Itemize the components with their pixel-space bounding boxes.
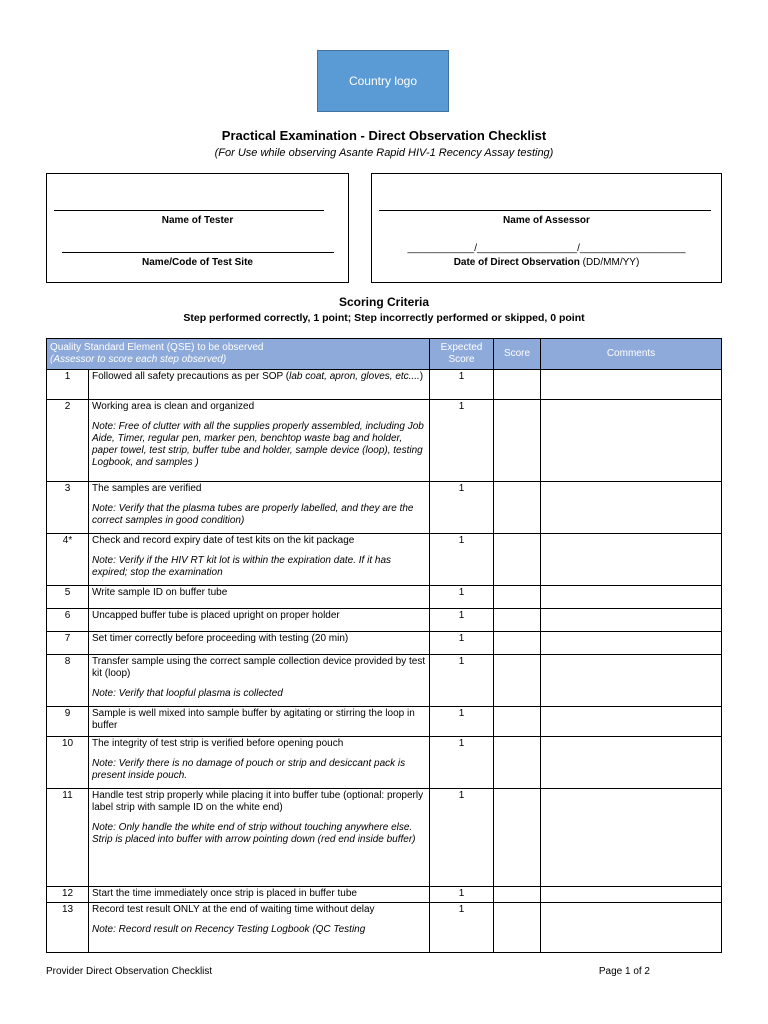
step-text: Record test result ONLY at the end of waiting time without delay — [92, 904, 375, 915]
header-score: Score — [494, 339, 541, 370]
step-number: 9 — [47, 707, 89, 737]
step-number: 12 — [47, 887, 89, 903]
table-row — [47, 903, 722, 953]
score-cell[interactable] — [494, 655, 541, 707]
step-number: 1 — [47, 370, 89, 400]
step-number: 5 — [47, 586, 89, 609]
table-header-row — [47, 339, 722, 370]
comments-cell[interactable] — [541, 903, 722, 953]
expected-score: 1 — [430, 370, 494, 400]
step-note: Note: Verify that the plasma tubes are properly labelled, and they are the correct samples in good condition) — [92, 503, 414, 526]
table-row — [47, 655, 722, 707]
footer-document-name: Provider Direct Observation Checklist — [46, 966, 213, 977]
score-cell[interactable] — [494, 707, 541, 737]
step-text: The samples are verified — [92, 483, 202, 494]
score-cell[interactable] — [494, 737, 541, 789]
test-site-label: Name/Code of Test Site — [142, 257, 253, 268]
comments-cell[interactable] — [541, 586, 722, 609]
score-cell[interactable] — [494, 632, 541, 655]
expected-score: 1 — [430, 609, 494, 632]
table-row — [47, 789, 722, 887]
expected-score: 1 — [430, 632, 494, 655]
expected-score: 1 — [430, 655, 494, 707]
assessor-name-label: Name of Assessor — [503, 215, 590, 226]
score-cell[interactable] — [494, 534, 541, 586]
step-description — [89, 655, 430, 707]
scoring-criteria-title: Scoring Criteria — [338, 295, 430, 309]
expected-score: 1 — [430, 707, 494, 737]
footer-page-number: Page 1 of 2 — [598, 966, 650, 977]
comments-cell[interactable] — [541, 482, 722, 534]
comments-cell[interactable] — [541, 737, 722, 789]
table-row — [47, 632, 722, 655]
step-number: 8 — [47, 655, 89, 707]
step-text: Working area is clean and organized — [92, 401, 255, 412]
assessor-info-box — [371, 173, 722, 283]
step-text: Sample is well mixed into sample buffer by agitating or stirring the loop in buffer — [92, 708, 415, 731]
score-cell[interactable] — [494, 609, 541, 632]
step-description — [89, 586, 430, 609]
tester-name-line — [54, 210, 324, 211]
table-row — [47, 482, 722, 534]
comments-cell[interactable] — [541, 632, 722, 655]
score-cell[interactable] — [494, 482, 541, 534]
expected-score: 1 — [430, 586, 494, 609]
header-qse: Quality Standard Element (QSE) to be observed (Assessor to score each step observed) — [47, 339, 430, 370]
step-description — [89, 632, 430, 655]
table-row — [47, 586, 722, 609]
step-description — [89, 903, 430, 953]
step-description — [89, 789, 430, 887]
observation-checklist-table — [46, 338, 722, 953]
tester-name-label: Name of Tester — [161, 215, 234, 226]
page-subtitle: (For Use while observing Asante Rapid HIV-1 Recency Assay testing) — [214, 147, 554, 159]
comments-cell[interactable] — [541, 534, 722, 586]
step-number: 13 — [47, 903, 89, 953]
test-site-line — [62, 252, 334, 253]
score-cell[interactable] — [494, 789, 541, 887]
step-description — [89, 400, 430, 482]
step-note: Note: Verify that loopful plasma is collected — [92, 688, 283, 699]
date-entry-line: ____________/__________________/___________________ — [407, 243, 686, 254]
expected-score: 1 — [430, 482, 494, 534]
expected-score: 1 — [430, 887, 494, 903]
header-expected-score: Expected Score — [430, 339, 494, 370]
table-row — [47, 737, 722, 789]
step-note: Note: Only handle the white end of strip without touching anywhere else. Strip is placed into buffer with arrow pointing down (red end inside buffer) — [92, 822, 416, 845]
score-cell[interactable] — [494, 887, 541, 903]
step-text: Followed all safety precautions as per SOP (lab coat, apron, gloves, etc....) — [92, 371, 424, 382]
step-description — [89, 370, 430, 400]
comments-cell[interactable] — [541, 887, 722, 903]
table-row — [47, 534, 722, 586]
expected-score: 1 — [430, 789, 494, 887]
step-text: Write sample ID on buffer tube — [92, 587, 228, 598]
score-cell[interactable] — [494, 903, 541, 953]
step-description — [89, 887, 430, 903]
expected-score: 1 — [430, 400, 494, 482]
page-title: Practical Examination - Direct Observation Checklist — [221, 128, 547, 143]
expected-score: 1 — [430, 534, 494, 586]
step-description — [89, 707, 430, 737]
step-number: 11 — [47, 789, 89, 887]
table-row — [47, 887, 722, 903]
step-text: Check and record expiry date of test kits on the kit package — [92, 535, 355, 546]
header-comments: Comments — [541, 339, 722, 370]
step-description — [89, 534, 430, 586]
step-text: Transfer sample using the correct sample collection device provided by test kit (loop) — [92, 656, 426, 679]
step-number: 3 — [47, 482, 89, 534]
assessor-name-line — [379, 210, 711, 211]
comments-cell[interactable] — [541, 609, 722, 632]
tester-info-box — [46, 173, 349, 283]
step-text: Handle test strip properly while placing it into buffer tube (optional: properly label strip with sample ID on the white end) — [92, 790, 424, 813]
date-label: Date of Direct Observation (DD/MM/YY) — [453, 257, 640, 268]
score-cell[interactable] — [494, 586, 541, 609]
comments-cell[interactable] — [541, 789, 722, 887]
step-number: 4* — [47, 534, 89, 586]
step-number: 10 — [47, 737, 89, 789]
step-note: Note: Free of clutter with all the supplies properly assembled, including Job Aide, Timer, regular pen, marker pen, benchtop waste bag and holder, paper towel, test strip, buffer tube and holder, sample device (loop), testing Logbook, and samples ) — [92, 421, 424, 468]
expected-score: 1 — [430, 903, 494, 953]
step-text: The integrity of test strip is verified before opening pouch — [92, 738, 344, 749]
step-text: Start the time immediately once strip is placed in buffer tube — [92, 888, 357, 899]
step-number: 2 — [47, 400, 89, 482]
score-cell[interactable] — [494, 400, 541, 482]
step-text: Uncapped buffer tube is placed upright on proper holder — [92, 610, 340, 621]
expected-score: 1 — [430, 737, 494, 789]
step-description — [89, 737, 430, 789]
step-number: 7 — [47, 632, 89, 655]
table-row — [47, 707, 722, 737]
table-row — [47, 370, 722, 400]
step-note: Note: Record result on Recency Testing Logbook (QC Testing — [92, 924, 366, 935]
step-description — [89, 609, 430, 632]
scoring-criteria-text: Step performed correctly, 1 point; Step incorrectly performed or skipped, 0 point — [183, 312, 585, 324]
step-description — [89, 482, 430, 534]
step-number: 6 — [47, 609, 89, 632]
table-row — [47, 400, 722, 482]
comments-cell[interactable] — [541, 400, 722, 482]
step-note: Note: Verify there is no damage of pouch or strip and desiccant pack is present inside pouch. — [92, 758, 406, 781]
step-note: Note: Verify if the HIV RT kit lot is within the expiration date. If it has expired; stop the examination — [92, 555, 392, 578]
table-row — [47, 609, 722, 632]
comments-cell[interactable] — [541, 655, 722, 707]
country-logo-placeholder: Country logo — [317, 50, 449, 112]
comments-cell[interactable] — [541, 370, 722, 400]
score-cell[interactable] — [494, 370, 541, 400]
step-text: Set timer correctly before proceeding with testing (20 min) — [92, 633, 349, 644]
comments-cell[interactable] — [541, 707, 722, 737]
